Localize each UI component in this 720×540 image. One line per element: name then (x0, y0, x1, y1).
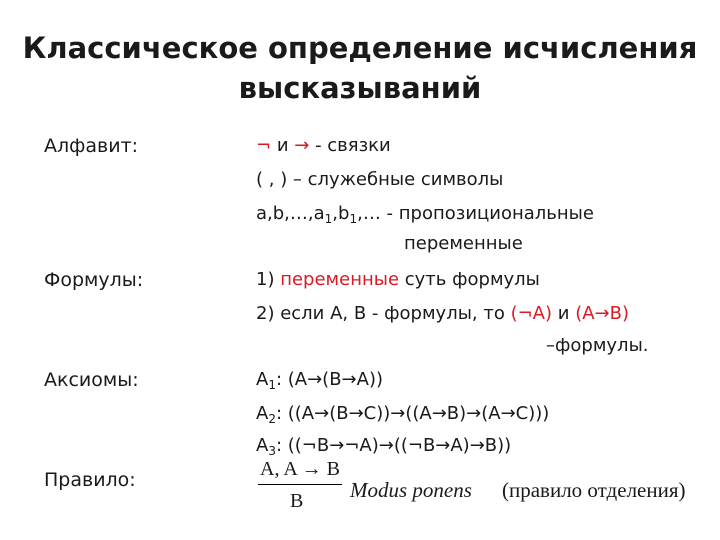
alphabet-variables (256, 202, 594, 226)
axiom-1 (256, 368, 383, 392)
alphabet-service-symbols: ( , ) – служебные символы (256, 169, 504, 190)
negation-symbol: ¬ (256, 135, 272, 156)
title-line-1: Классическое определение исчисления (22, 31, 698, 65)
formula-2-negation: (¬A) (510, 303, 553, 324)
axiom-3-formula: : ((¬B→¬A)→((¬B→A)→B)) (275, 435, 512, 456)
axiom-3 (256, 434, 511, 458)
formula-2-and: и (552, 303, 576, 324)
rule-fraction-bar (258, 484, 342, 485)
rule-description: (правило отделения) (502, 478, 686, 502)
axiom-1-formula: : (A→(B→A)) (275, 369, 383, 390)
formula-1-num: 1) (256, 269, 281, 290)
axiom-1-sub: 1 (268, 378, 276, 392)
formula-rule-1 (256, 268, 540, 292)
axiom-3-letter: A (256, 435, 269, 456)
axiom-3-sub: 3 (268, 444, 276, 458)
axioms-label: Аксиомы: (44, 369, 139, 391)
connectives-text: - связки (309, 135, 391, 156)
variables-b: ,b (332, 203, 350, 224)
formula-rule-2 (256, 302, 629, 326)
rule-label: Правило: (44, 469, 136, 491)
alphabet-variables-cont: переменные (404, 233, 523, 254)
variables-text: ,… - пропозициональные (357, 203, 594, 224)
rule-name: Modus ponens (350, 478, 472, 502)
axiom-2 (256, 402, 549, 426)
page-title (0, 28, 720, 108)
alphabet-connectives (256, 134, 391, 158)
alphabet-label: Алфавит: (44, 135, 139, 157)
axiom-1-letter: A (256, 369, 269, 390)
rule-conclusion: B (290, 490, 304, 512)
variables-a: a,b,…,a (256, 203, 325, 224)
modus-ponens-rule (256, 456, 716, 516)
axiom-2-letter: A (256, 403, 269, 424)
and-text: и (271, 135, 295, 156)
axiom-2-sub: 2 (268, 412, 276, 426)
formula-2-text: 2) если A, B - формулы, то (256, 303, 511, 324)
variables-sub-2: 1 (349, 212, 358, 226)
formula-rule-2-cont: –формулы. (546, 335, 649, 356)
formula-1-text: суть формулы (399, 269, 540, 290)
implication-symbol: → (294, 135, 310, 156)
variables-sub-1: 1 (324, 212, 333, 226)
formula-2-implication: (A→B) (575, 303, 629, 324)
title-line-2: высказываний (238, 71, 482, 105)
rule-premises: A, A → B (260, 458, 341, 480)
formulas-label: Формулы: (44, 269, 144, 291)
axiom-2-formula: : ((A→(B→C))→((A→B)→(A→C))) (275, 403, 550, 424)
formula-1-highlight: переменные (280, 269, 400, 290)
